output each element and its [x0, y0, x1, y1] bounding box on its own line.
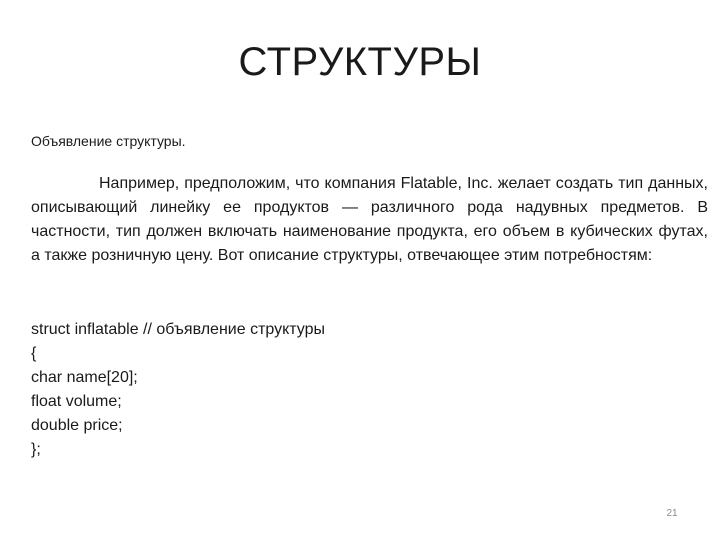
code-line: char name[20];: [31, 369, 138, 386]
page-number: 21: [666, 508, 678, 519]
code-line: double price;: [31, 417, 123, 434]
section-subheading: Объявление структуры.: [31, 133, 186, 149]
code-line: float volume;: [31, 393, 122, 410]
slide-title: СТРУКТУРЫ: [238, 40, 482, 84]
code-line: {: [31, 345, 37, 362]
body-paragraph: Например, предположим, что компания Flatable, Inc. желает создать тип данных, описывающий линейку ее продуктов — различного рода надувных предметов. В частности, тип должен включать наименование продукта, его объем в кубических футах, а также розничную цену. Вот описание структуры, отвечающее этим потребностям:: [31, 175, 708, 264]
code-line: struct inflatable // объявление структуры: [31, 321, 326, 338]
code-block: [31, 318, 325, 462]
code-line: };: [31, 441, 41, 458]
